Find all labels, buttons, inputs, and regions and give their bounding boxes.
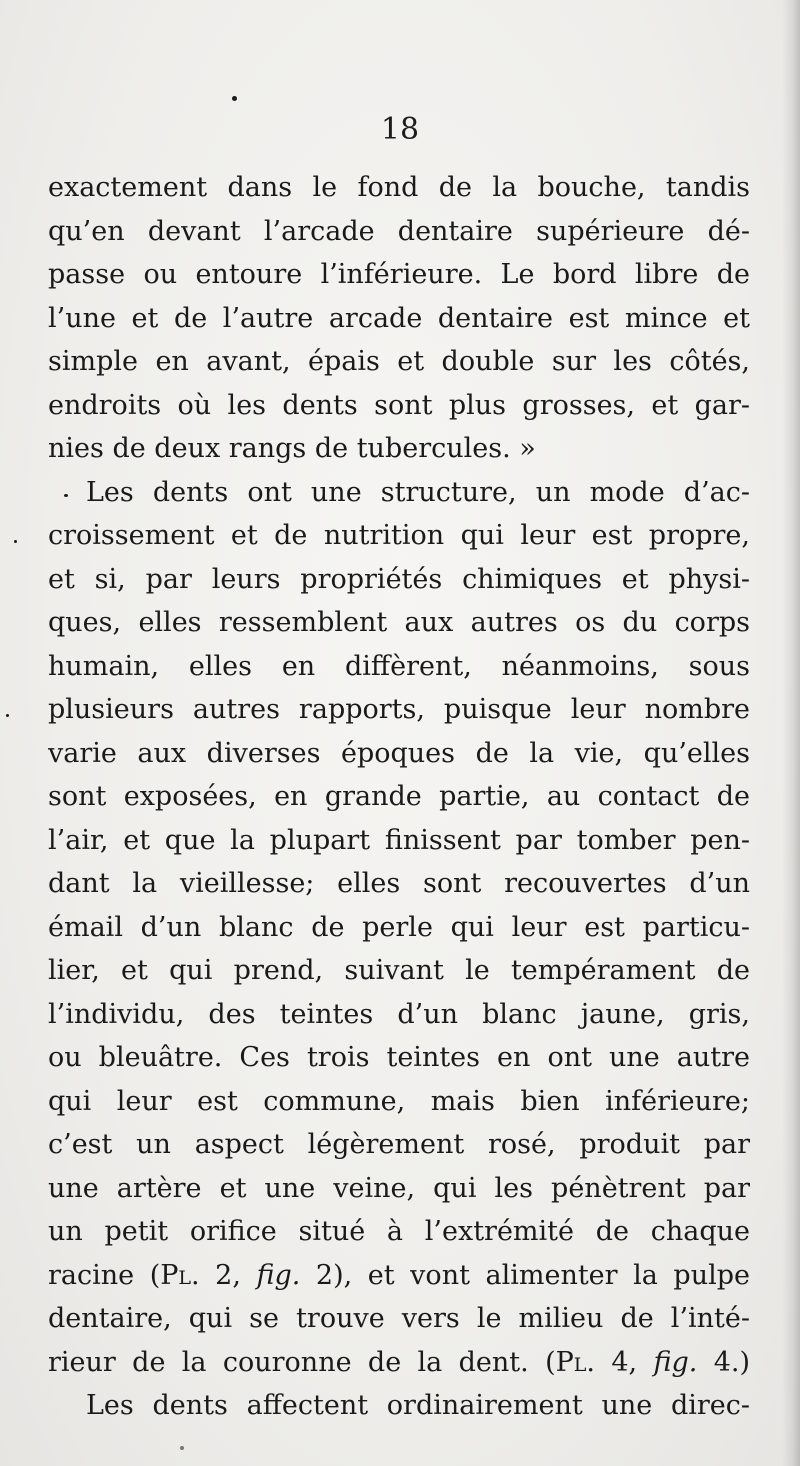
- text-line: dentaire, qui se trouve vers le milieu de l’inté-: [48, 1303, 750, 1334]
- text-line: ques, elles ressemblent aux autres os du corps: [48, 607, 750, 638]
- ink-speck: [232, 96, 237, 101]
- text-line: varie aux diverses époques de la vie, qu’elles: [48, 737, 750, 769]
- plate-abbrev: Pl.: [555, 1346, 595, 1378]
- figure-abbrev: fig.: [256, 1259, 301, 1291]
- text-line: et si, par leurs propriétés chimiques et physi-: [48, 563, 750, 595]
- text-line: humain, elles en diffèrent, néanmoins, sous: [48, 650, 750, 682]
- text-line: passe ou entoure l’inférieure. Le bord libre de: [48, 259, 750, 290]
- text-line: plusieurs autres rapports, puisque leur nombre: [48, 694, 750, 725]
- line-text: 4.): [697, 1346, 750, 1378]
- plate-abbrev: Pl.: [160, 1259, 200, 1291]
- text-line: simple en avant, épais et double sur les côtés,: [48, 346, 750, 377]
- text-line: c’est un aspect légèrement rosé, produit par: [48, 1129, 750, 1160]
- text-line: l’une et de l’autre arcade dentaire est mince et: [48, 302, 750, 334]
- page-number: 18: [380, 112, 420, 147]
- text-line: l’air, et que la plupart finissent par tomber pen-: [48, 824, 750, 856]
- text-line: dant la vieillesse; elles sont recouvertes d’un: [48, 868, 750, 899]
- text-line: lier, et qui prend, suivant le tempérament de: [48, 955, 750, 986]
- text-line: une artère et une veine, qui les pénètrent par: [48, 1172, 750, 1204]
- text-line: émail d’un blanc de perle qui leur est particu-: [48, 911, 750, 943]
- text-line: exactement dans le fond de la bouche, tandis: [48, 172, 750, 203]
- paragraph-start-line: Les dents affectent ordinairement une direc-: [86, 1390, 750, 1421]
- ink-speck: [180, 1446, 184, 1450]
- text-line: qu’en devant l’arcade dentaire supérieure dé-: [48, 215, 750, 247]
- text-line: un petit orifice situé à l’extrémité de chaque: [48, 1216, 750, 1247]
- line-text: 2,: [199, 1259, 257, 1291]
- line-text: rieur de la couronne de la dent. (: [48, 1346, 556, 1378]
- ink-speck: [6, 714, 9, 717]
- figure-reference-line: [48, 1341, 750, 1385]
- figure-abbrev: fig.: [653, 1346, 698, 1378]
- line-text: 2), et vont alimenter la pulpe: [300, 1259, 750, 1291]
- text-line: sont exposées, en grande partie, au contact de: [48, 781, 750, 812]
- text-line: endroits où les dents sont plus grosses, et gar-: [48, 389, 750, 421]
- line-text: racine (: [48, 1259, 161, 1291]
- line-text: 4,: [594, 1346, 654, 1378]
- text-line: qui leur est commune, mais bien inférieure;: [48, 1085, 750, 1117]
- page-edge-shadow: [782, 0, 800, 1466]
- text-line: ou bleuâtre. Ces trois teintes en ont une autre: [48, 1042, 750, 1073]
- paragraph-end-line: nies de deux rangs de tubercules. »: [48, 433, 536, 464]
- text-line: l’individu, des teintes d’un blanc jaune, gris,: [48, 998, 750, 1030]
- text-line: croissement et de nutrition qui leur est propre,: [48, 520, 750, 551]
- ink-speck: [14, 540, 17, 543]
- figure-reference-line: [48, 1254, 750, 1298]
- paragraph-start-line: Les dents ont une structure, un mode d’ac-: [86, 476, 750, 508]
- page-text: [48, 166, 750, 1428]
